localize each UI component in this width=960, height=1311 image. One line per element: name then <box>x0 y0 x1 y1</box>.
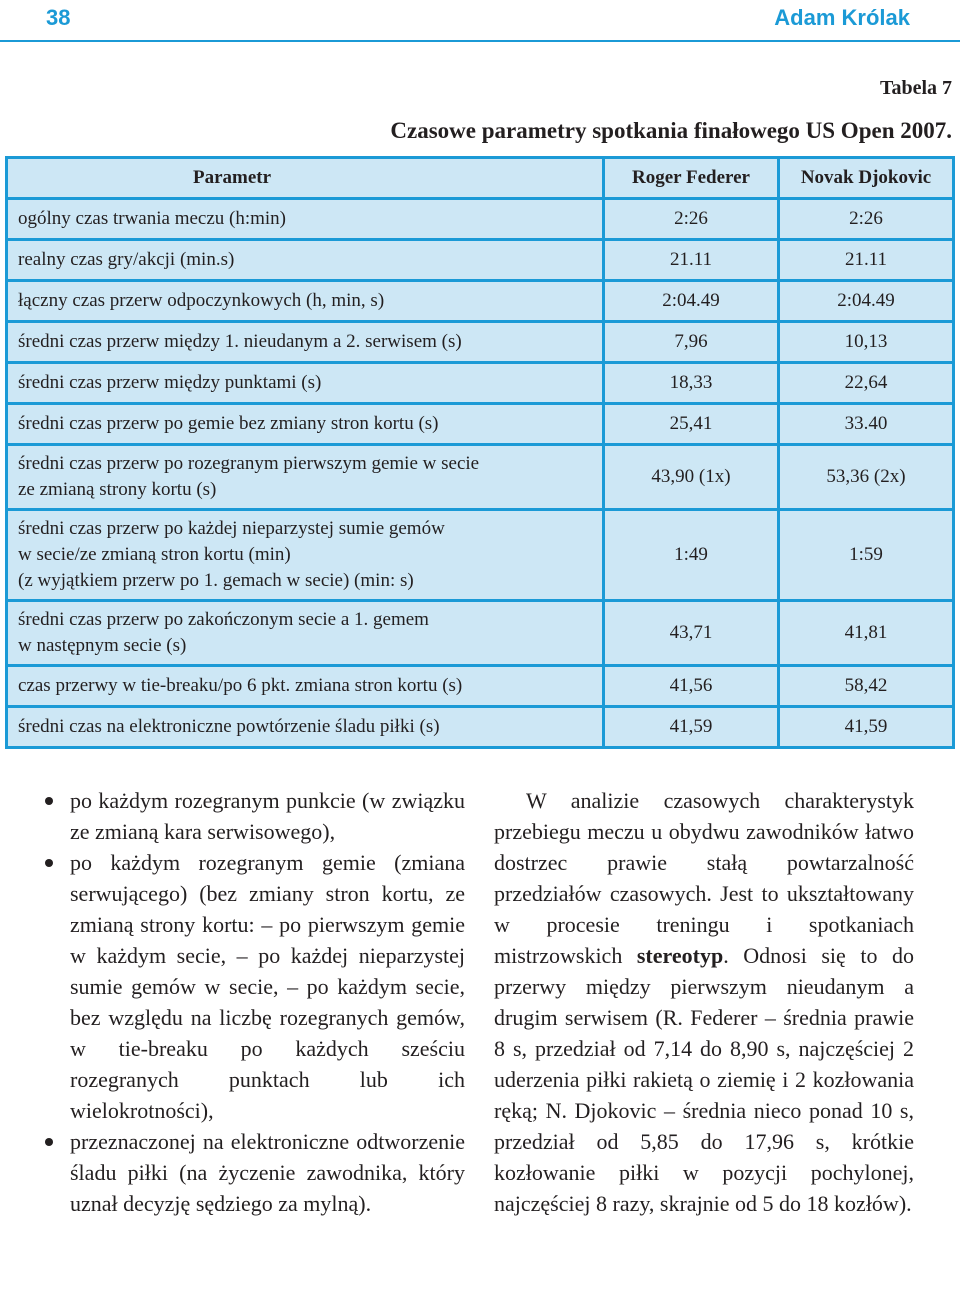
row-parameter: średni czas przerw między punktami (s) <box>7 363 604 404</box>
column-header-parameter: Parametr <box>7 158 604 199</box>
row-federer-value: 2:26 <box>604 199 779 240</box>
list-item <box>45 1126 465 1219</box>
list-item-text: po każdym rozegranym gemie (zmiana serwującego) (bez zmiany stron kortu, ze zmianą strony kortu: – po pierwszym gemie w każdym secie, – po każdej nieparzystej sumie gemów w secie, – po każdym secie, bez względu na liczbę rozegranych gemów, w tie-breaku po każdych sześciu rozegranych punktach lub ich wielokrotności), <box>70 850 465 1123</box>
page-number: 38 <box>46 5 71 30</box>
right-column <box>494 785 914 1219</box>
table-row <box>7 666 954 707</box>
page-header <box>0 0 960 40</box>
row-parameter: realny czas gry/akcji (min.s) <box>7 240 604 281</box>
row-parameter <box>7 601 604 666</box>
row-federer-value: 43,71 <box>604 601 779 666</box>
row-parameter <box>7 445 604 510</box>
row-parameter: ogólny czas trwania meczu (h:min) <box>7 199 604 240</box>
bullet-list <box>45 785 465 1219</box>
row-parameter-line: w następnym secie (s) <box>18 635 187 656</box>
list-item-text: po każdym rozegranym punkcie (w związku ze zmianą kara serwisowego), <box>70 788 465 844</box>
keyword-stereotyp: stereotyp <box>636 943 724 968</box>
timing-parameters-table <box>5 156 955 749</box>
bullet-icon <box>45 859 53 867</box>
table-row <box>7 510 954 601</box>
table-row <box>7 445 954 510</box>
row-djokovic-value: 10,13 <box>779 322 954 363</box>
row-parameter-line: średni czas przerw po każdej nieparzystej sumie gemów <box>18 518 445 539</box>
paragraph-text-before: W analizie czasowych charakterystyk przebiegu meczu u obydwu zawodników łatwo dostrzec prawie stałą powtarzalność przedziałów czasowych. Jest to ukształtowany w procesie treningu i spotkaniach mistrzowskich <box>494 788 914 968</box>
row-djokovic-value: 21.11 <box>779 240 954 281</box>
row-federer-value: 41,59 <box>604 707 779 748</box>
table-row <box>7 240 954 281</box>
row-djokovic-value: 58,42 <box>779 666 954 707</box>
row-parameter: czas przerwy w tie-breaku/po 6 pkt. zmiana stron kortu (s) <box>7 666 604 707</box>
left-column <box>45 785 465 1219</box>
running-author: Adam Królak <box>774 5 910 30</box>
table-row <box>7 601 954 666</box>
row-djokovic-value: 41,81 <box>779 601 954 666</box>
row-parameter-line: średni czas przerw po rozegranym pierwszym gemie w secie <box>18 453 480 474</box>
row-djokovic-value: 2:04.49 <box>779 281 954 322</box>
row-federer-value: 1:49 <box>604 510 779 601</box>
header-rule <box>0 40 960 42</box>
table-row <box>7 707 954 748</box>
bullet-icon <box>45 797 53 805</box>
list-item <box>45 847 465 1126</box>
table-row <box>7 199 954 240</box>
row-parameter: średni czas przerw po gemie bez zmiany stron kortu (s) <box>7 404 604 445</box>
row-djokovic-value: 22,64 <box>779 363 954 404</box>
table-row <box>7 404 954 445</box>
body-paragraph <box>494 785 914 1219</box>
row-federer-value: 41,56 <box>604 666 779 707</box>
row-parameter: średni czas przerw między 1. nieudanym a 2. serwisem (s) <box>7 322 604 363</box>
column-header-federer: Roger Federer <box>604 158 779 199</box>
table-row <box>7 322 954 363</box>
table-header-row <box>7 158 954 199</box>
row-djokovic-value: 53,36 (2x) <box>779 445 954 510</box>
row-parameter: łączny czas przerw odpoczynkowych (h, min, s) <box>7 281 604 322</box>
row-parameter-line: (z wyjątkiem przerw po 1. gemach w secie) (min: s) <box>18 570 414 591</box>
row-federer-value: 2:04.49 <box>604 281 779 322</box>
row-federer-value: 7,96 <box>604 322 779 363</box>
list-item-text: przeznaczonej na elektroniczne odtworzenie śladu piłki (na życzenie zawodnika, który uznał decyzję sędziego za mylną). <box>70 1129 465 1216</box>
table-row <box>7 281 954 322</box>
list-item <box>45 785 465 847</box>
row-federer-value: 18,33 <box>604 363 779 404</box>
table-title: Czasowe parametry spotkania finałowego US Open 2007. <box>390 118 952 143</box>
bullet-icon <box>45 1138 53 1146</box>
row-federer-value: 43,90 (1x) <box>604 445 779 510</box>
paragraph-text-after: . Odnosi się to do przerwy między pierwszym nieudanym a drugim serwisem (R. Federer – średnia prawie 8 s, przedział od 7,14 do 8,90 s, najczęściej 2 uderzenia piłki rakietą o ziemię i 2 kozłowania ręką; N. Djokovic – średnia nieco ponad 10 s, przedział od 5,85 do 17,96 s, krótkie kozłowanie piłki w pozycji pochylonej, najczęściej 8 razy, skrajnie od 5 do 18 kozłów). <box>494 943 914 1216</box>
column-header-djokovic: Novak Djokovic <box>779 158 954 199</box>
row-federer-value: 21.11 <box>604 240 779 281</box>
row-parameter: średni czas na elektroniczne powtórzenie śladu piłki (s) <box>7 707 604 748</box>
row-djokovic-value: 1:59 <box>779 510 954 601</box>
row-federer-value: 25,41 <box>604 404 779 445</box>
table-label: Tabela 7 <box>879 77 952 99</box>
row-parameter <box>7 510 604 601</box>
row-parameter-line: ze zmianą strony kortu (s) <box>18 479 217 500</box>
row-parameter-line: w secie/ze zmianą stron kortu (min) <box>18 544 291 565</box>
row-djokovic-value: 33.40 <box>779 404 954 445</box>
row-djokovic-value: 41,59 <box>779 707 954 748</box>
table-row <box>7 363 954 404</box>
row-parameter-line: średni czas przerw po zakończonym secie a 1. gemem <box>18 609 429 630</box>
row-djokovic-value: 2:26 <box>779 199 954 240</box>
